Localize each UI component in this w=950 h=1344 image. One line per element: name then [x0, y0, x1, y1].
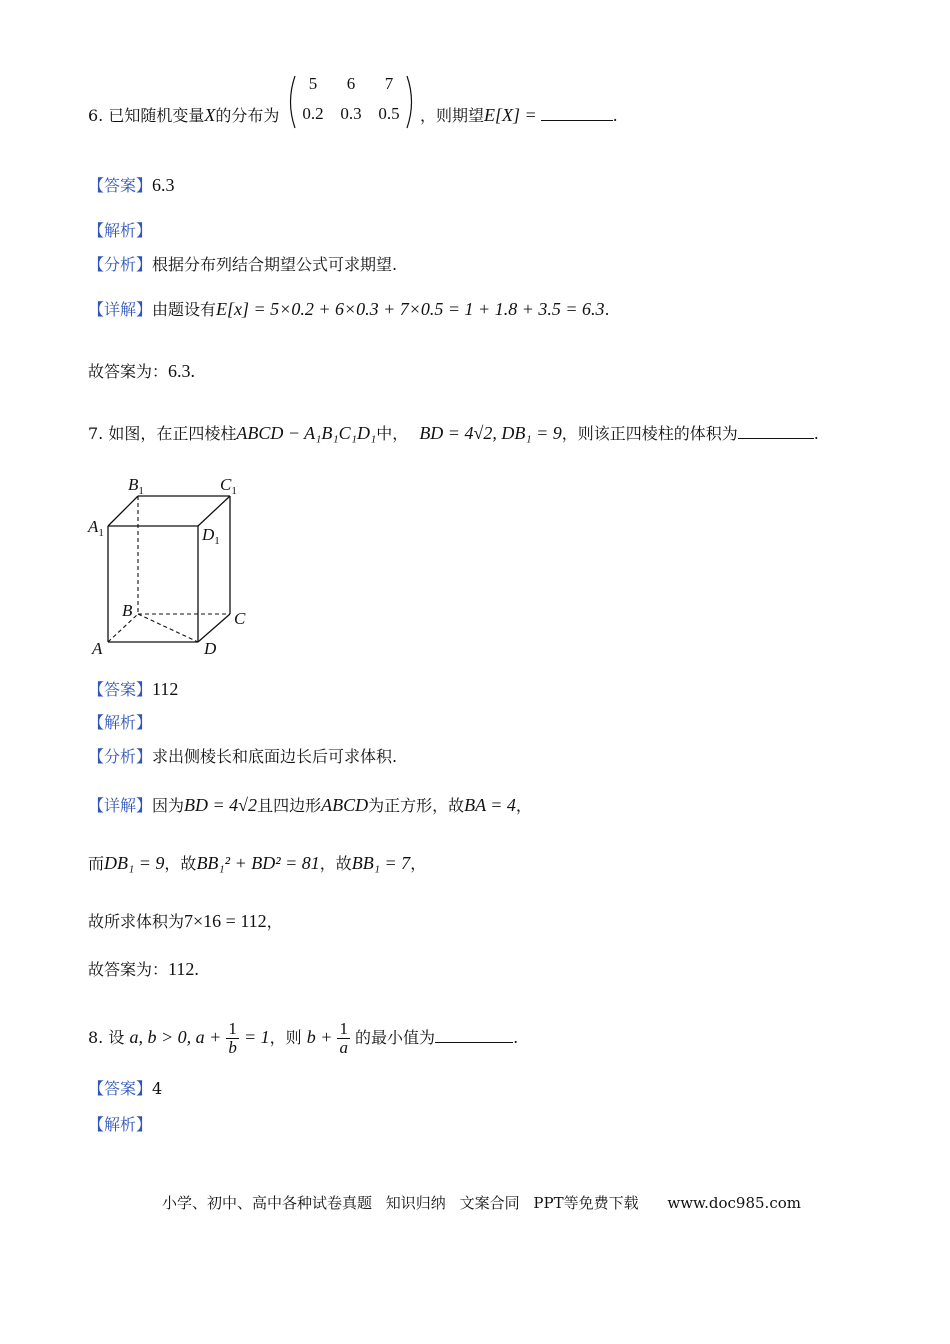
- label-a1: $A_1$: [88, 517, 104, 539]
- q6-xiangjie: 【详解】由题设有E[x] = 5×0.2 + 6×0.3 + 7×0.5 = 1 + 1.8 + 3.5 = 6.3.: [88, 299, 610, 319]
- q7-detail-line2: 而DB₁ = 9，故BB₁² + BD² = 81，故BB₁ = 7，: [88, 853, 427, 873]
- q7-stem: 7. 如图，在正四棱柱ABCD − A₁B₁C₁D₁中， BD = 4√2, DB₁ = 9，则该正四棱柱的体积为 .: [88, 423, 819, 443]
- fraction-1-over-a: $\frac{1}{a}$: [339, 1019, 348, 1057]
- matrix-cell: 7: [384, 74, 394, 93]
- label-d: D: [204, 639, 217, 658]
- edge-a1b1: [108, 496, 138, 526]
- q7-answer: 【答案】112: [88, 679, 179, 699]
- matrix-cell: 0.3: [340, 104, 362, 123]
- answer-blank: [541, 106, 613, 121]
- prism-figure: [86, 470, 256, 662]
- label-c: C: [234, 609, 246, 628]
- label-a: A: [92, 639, 103, 658]
- page-footer: 小学、初中、高中各种试卷真题 知识归纳 文案合同 PPT等免费下载 www.doc985.com: [162, 1194, 801, 1212]
- q7-analysis-label: 【解析】: [88, 713, 153, 732]
- label-d1: $D_1$: [202, 525, 220, 547]
- q6-stem: 6. 已知随机变量X的分布为: [88, 105, 280, 125]
- label-c1: $C_1$: [220, 475, 237, 497]
- footer-url[interactable]: www.doc985.com: [667, 1194, 801, 1212]
- answer-blank: [435, 1028, 513, 1043]
- edge-bd-hidden: [138, 614, 198, 642]
- q8-analysis-label: 【解析】: [88, 1115, 153, 1134]
- label-b1: $B_1$: [128, 475, 144, 497]
- matrix-cell: 0.5: [378, 104, 400, 123]
- edge-d1c1: [198, 496, 230, 526]
- q7-conclusion: 故答案为：112.: [88, 959, 199, 979]
- matrix-cell: 6: [346, 74, 356, 93]
- q6-stem-tail: ，则期望E[X] = .: [420, 105, 618, 125]
- q6-fenxi: 【分析】根据分布列结合期望公式可求期望.: [88, 255, 398, 274]
- label-b: B: [122, 601, 133, 620]
- q8-stem: 8. 设 a, b > 0, a + $\frac{1}{b}$ = 1，则 b + $\frac{1}{a}$ 的最小值为 .: [88, 1019, 519, 1057]
- q6-distribution-matrix: [285, 72, 415, 128]
- q6-conclusion: 故答案为：6.3.: [88, 361, 196, 381]
- q6-answer: 【答案】6.3: [88, 175, 175, 195]
- answer-blank: [738, 424, 814, 439]
- var-x: X: [204, 105, 216, 125]
- q7-detail-line3: 故所求体积为7×16 = 112，: [88, 911, 283, 931]
- fraction-1-over-b: $\frac{1}{b}$: [228, 1019, 237, 1057]
- q6-analysis-label: 【解析】: [88, 221, 153, 240]
- matrix-cell: 5: [308, 74, 318, 93]
- q7-fenxi: 【分析】求出侧棱长和底面边长后可求体积.: [88, 747, 398, 766]
- edge-dc: [198, 614, 230, 642]
- matrix-cell: 0.2: [302, 104, 324, 123]
- q8-answer: 【答案】4: [88, 1079, 163, 1098]
- q7-xiangjie: 【详解】因为BD = 4√2且四边形ABCD为正方形，故BA = 4，: [88, 795, 532, 815]
